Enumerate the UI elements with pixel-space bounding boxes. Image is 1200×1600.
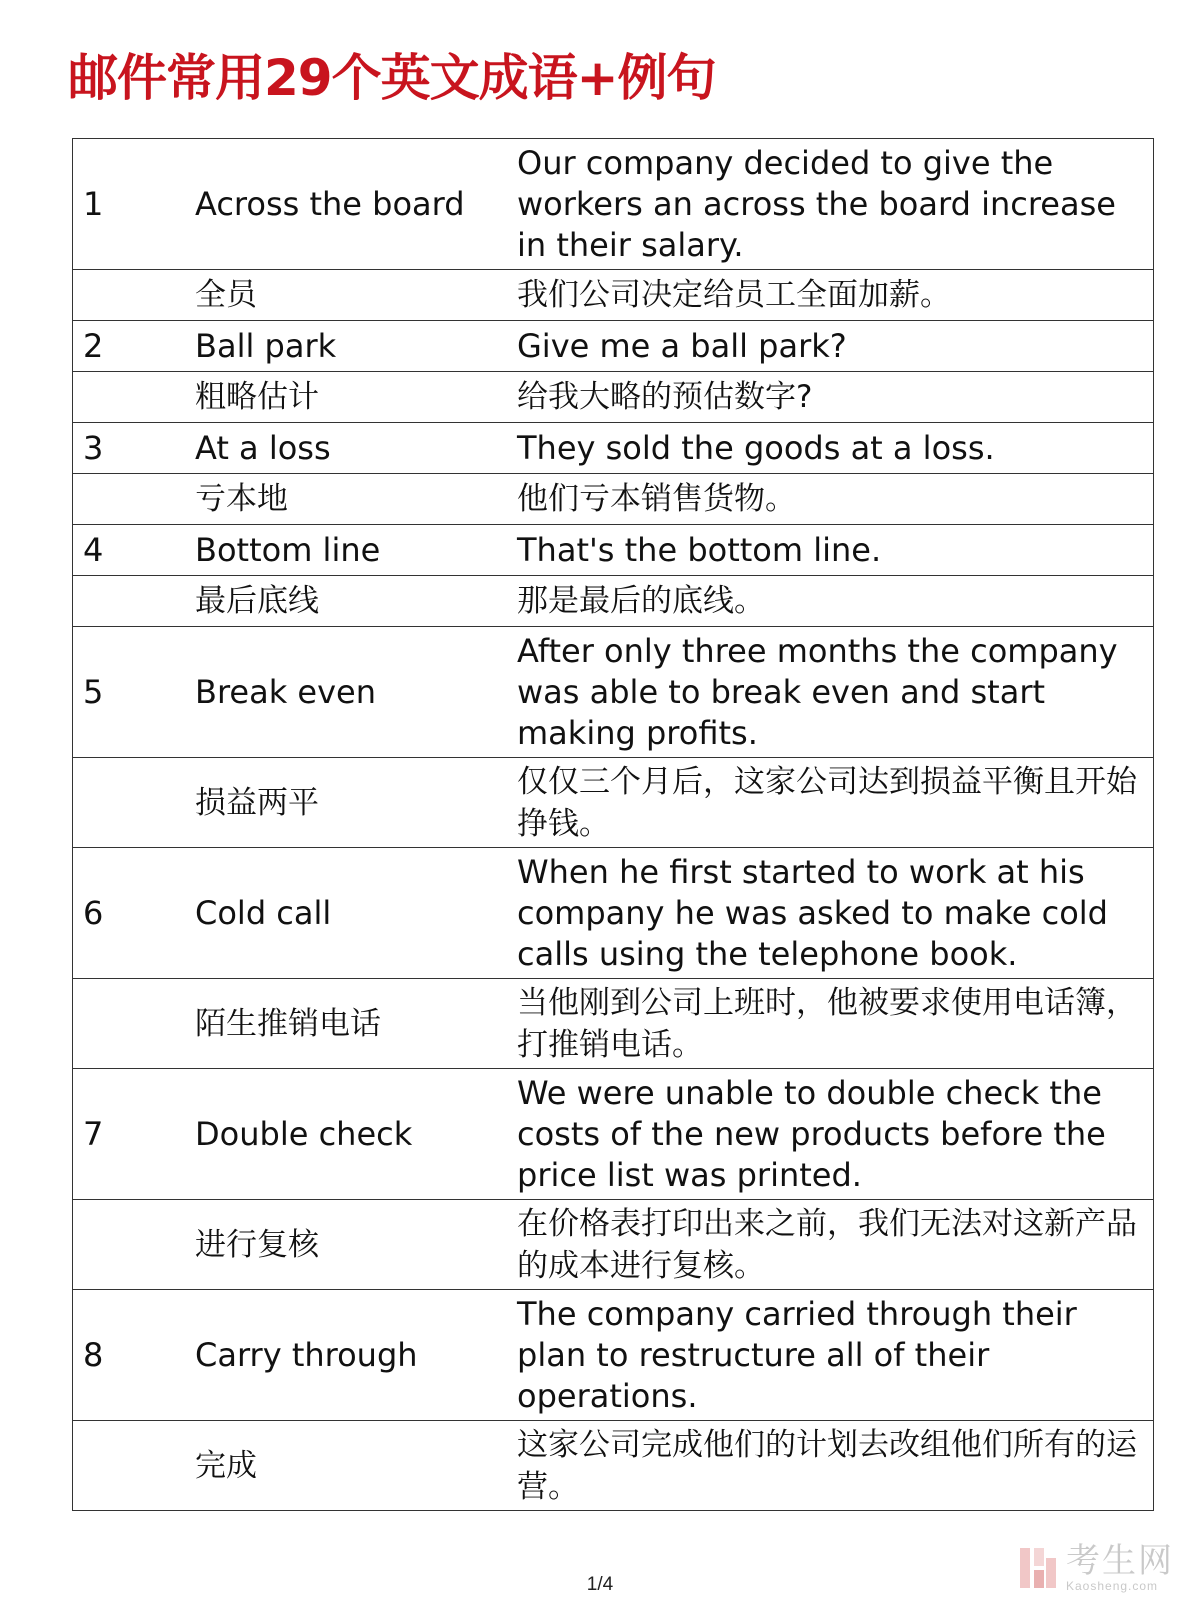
table-row [73, 423, 1154, 474]
table-row [73, 474, 1154, 525]
table-row [73, 758, 1154, 848]
watermark-text: 考生网 [1066, 1541, 1174, 1581]
example-sentence-cn: 给我大略的预估数字? [517, 379, 813, 415]
table-row [73, 321, 1154, 372]
idiom-term-cn: 粗略估计 [195, 379, 319, 415]
example-sentence-cn: 这家公司完成他们的计划去改组他们所有的运营。 [517, 1426, 1137, 1505]
example-sentence: When he first started to work at his company he was asked to make cold calls using the telephone book. [517, 848, 1154, 979]
entry-number: 6 [73, 848, 196, 979]
entry-number-empty [73, 979, 196, 1069]
example-sentence-cn: 在价格表打印出来之前，我们无法对这新产品的成本进行复核。 [517, 1205, 1137, 1284]
watermark [1018, 1541, 1174, 1593]
example-sentence: That's the bottom line. [517, 525, 1154, 576]
idiom-term-cn: 完成 [195, 1447, 257, 1484]
watermark-url: Kaosheng.com [1066, 1579, 1159, 1593]
idiom-term-cn: 损益两平 [195, 784, 319, 821]
idiom-term: Across the board [195, 139, 517, 270]
idiom-term-cn: 进行复核 [195, 1226, 319, 1263]
idiom-term: Break even [195, 627, 517, 758]
table-row [73, 627, 1154, 758]
table-row [73, 270, 1154, 321]
entry-number-empty [73, 1200, 196, 1290]
idiom-term: Ball park [195, 321, 517, 372]
table-row [73, 1069, 1154, 1200]
idiom-term: Double check [195, 1069, 517, 1200]
watermark-logo-icon [1018, 1544, 1058, 1592]
table-row [73, 139, 1154, 270]
example-sentence: We were unable to double check the costs of the new products before the price list was printed. [517, 1069, 1154, 1200]
page-number: 1/4 [586, 1574, 614, 1595]
idiom-term-cn: 最后底线 [195, 583, 319, 619]
entry-number-empty [73, 758, 196, 848]
table-row [73, 1200, 1154, 1290]
idiom-term-cn: 亏本地 [195, 481, 288, 517]
entry-number: 2 [73, 321, 196, 372]
page-title: 邮件常用29个英文成语+例句 [68, 49, 716, 107]
table-row [73, 1421, 1154, 1511]
example-sentence-cn: 他们亏本销售货物。 [517, 481, 796, 517]
entry-number: 5 [73, 627, 196, 758]
entry-number: 1 [73, 139, 196, 270]
example-sentence: Our company decided to give the workers an across the board increase in their salary. [517, 139, 1154, 270]
table-row [73, 372, 1154, 423]
table-row [73, 576, 1154, 627]
idiom-term: Bottom line [195, 525, 517, 576]
example-sentence-cn: 我们公司决定给员工全面加薪。 [517, 277, 951, 313]
entry-number: 7 [73, 1069, 196, 1200]
example-sentence: They sold the goods at a loss. [517, 423, 1154, 474]
entry-number-empty [73, 270, 196, 321]
entry-number-empty [73, 576, 196, 627]
example-sentence: The company carried through their plan to restructure all of their operations. [517, 1290, 1154, 1421]
example-sentence-cn: 仅仅三个月后，这家公司达到损益平衡且开始挣钱。 [517, 763, 1137, 842]
table-row [73, 1290, 1154, 1421]
entry-number-empty [73, 1421, 196, 1511]
idiom-term-cn: 全员 [195, 277, 257, 313]
idiom-term: At a loss [195, 423, 517, 474]
table-row [73, 979, 1154, 1069]
idiom-term: Carry through [195, 1290, 517, 1421]
example-sentence-cn: 当他刚到公司上班时，他被要求使用电话簿，打推销电话。 [517, 984, 1137, 1063]
example-sentence: Give me a ball park? [517, 321, 1154, 372]
entry-number: 3 [73, 423, 196, 474]
entry-number: 8 [73, 1290, 196, 1421]
idiom-term: Cold call [195, 848, 517, 979]
example-sentence-cn: 那是最后的底线。 [517, 583, 765, 619]
entry-number-empty [73, 474, 196, 525]
entry-number: 4 [73, 525, 196, 576]
table-row [73, 525, 1154, 576]
table-row [73, 848, 1154, 979]
example-sentence: After only three months the company was able to break even and start making profits. [517, 627, 1154, 758]
idiom-term-cn: 陌生推销电话 [195, 1005, 381, 1042]
entry-number-empty [73, 372, 196, 423]
idiom-table [72, 138, 1154, 1511]
